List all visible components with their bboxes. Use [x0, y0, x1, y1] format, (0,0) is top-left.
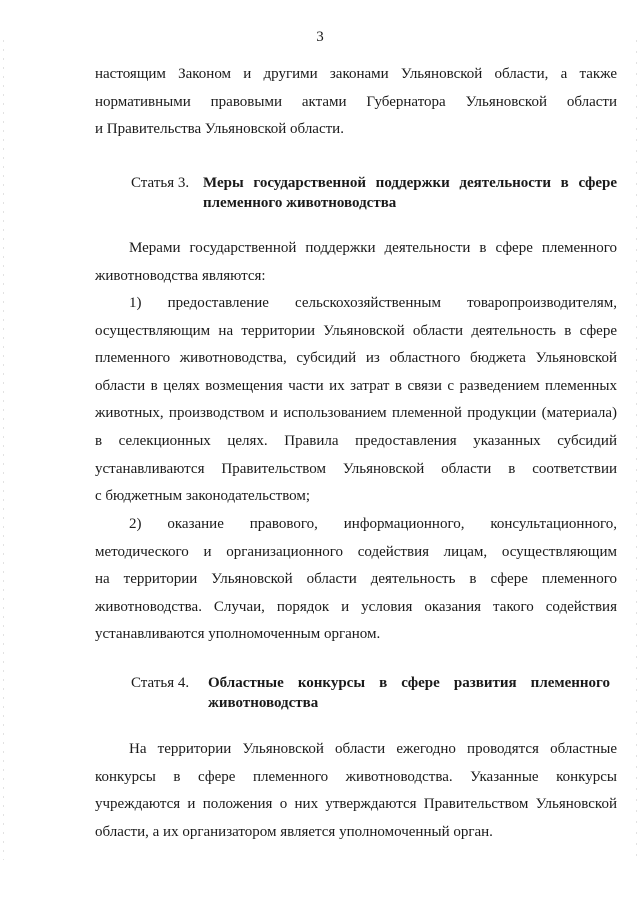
- item-1-line-7: устанавливаются Правительством Ульяновской области в соответствии: [95, 460, 617, 477]
- article-4-label: Статья 4.: [131, 675, 190, 691]
- intro-line-2: нормативными правовыми актами Губернатора Ульяновской области: [95, 93, 617, 110]
- intro-line-1: настоящим Законом и другими законами Ульяновской области, а также: [95, 66, 617, 82]
- item-2-line-2: методического и организационного содействия лицам, осуществляющим: [95, 543, 617, 560]
- item-1-line-8: с бюджетным законодательством;: [95, 488, 311, 505]
- article-3-intro: [95, 235, 617, 290]
- item-2-line-1: 2) оказание правового, информационного, консультационного,: [129, 516, 617, 532]
- article-4-heading: [131, 673, 617, 713]
- article-3-title: [203, 173, 617, 213]
- item-2-line-5: устанавливаются уполномоченным органом.: [95, 626, 381, 643]
- item-1-line-4: области в целях возмещения части их затрат в связи с разведением племенных: [95, 377, 617, 394]
- item-1-line-1: 1) предоставление сельскохозяйственным товаропроизводителям,: [129, 295, 617, 311]
- article-3-title-line-2: племенного животноводства: [203, 195, 397, 211]
- item-2-line-4: животноводства. Случаи, порядок и условия оказания такого содействия: [95, 598, 617, 615]
- article-4-title-line-2: животноводства: [208, 695, 319, 711]
- item-1-line-2: осуществляющим на территории Ульяновской области деятельность в сфере: [95, 322, 617, 339]
- article-3-intro-line-2: животноводства являются:: [95, 267, 266, 284]
- page-number: 3: [316, 29, 324, 45]
- page-edge-right: [636, 40, 637, 860]
- article-4-body-line-3: учреждаются и положения о них утверждаются Правительством Ульяновской: [95, 796, 617, 813]
- article-3-item-1: [95, 290, 617, 511]
- page-edge-left: [3, 40, 4, 860]
- item-1-line-3: племенного животноводства, субсидий из областного бюджета Ульяновской: [95, 350, 617, 367]
- article-4-body: [95, 736, 617, 846]
- item-1-line-5: животных, производством и использованием племенной продукции (материала): [95, 405, 617, 422]
- article-3-label: Статья 3.: [131, 175, 190, 191]
- article-4-body-line-4: области, а их организатором является уполномоченный орган.: [95, 823, 493, 840]
- article-3-intro-line-1: Мерами государственной поддержки деятельности в сфере племенного: [129, 240, 617, 256]
- item-2-line-3: на территории Ульяновской области деятельность в сфере племенного: [95, 571, 617, 588]
- intro-paragraph: [95, 61, 617, 144]
- intro-line-3: и Правительства Ульяновской области.: [95, 121, 344, 138]
- article-4-body-line-2: конкурсы в сфере племенного животноводства. Указанные конкурсы: [95, 768, 617, 785]
- article-3-item-2: [95, 511, 617, 649]
- article-3-title-line-1: Меры государственной поддержки деятельности в сфере: [203, 175, 617, 191]
- item-1-line-6: в селекционных целях. Правила предоставления указанных субсидий: [95, 432, 617, 449]
- article-4-body-line-1: На территории Ульяновской области ежегодно проводятся областные: [129, 741, 617, 757]
- article-4-title-line-1: Областные конкурсы в сфере развития племенного: [208, 675, 610, 691]
- article-4-title: [208, 673, 610, 713]
- article-3-heading: [131, 173, 617, 213]
